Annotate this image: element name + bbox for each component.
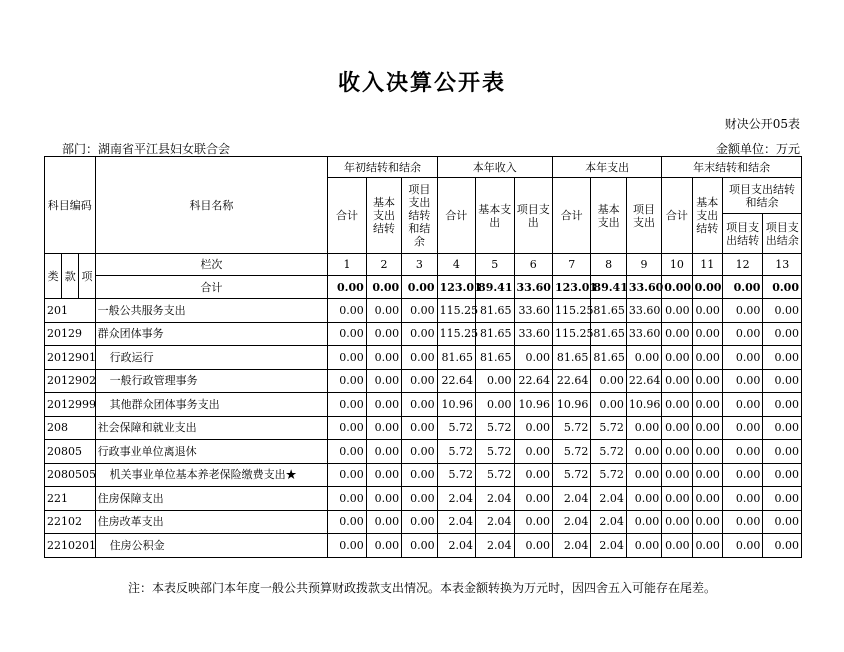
amount-cell: 2.04 bbox=[437, 534, 475, 558]
header-row-1 bbox=[45, 157, 802, 178]
subject-code: 221 bbox=[45, 487, 96, 511]
amount-cell: 0.00 bbox=[662, 322, 692, 346]
amount-cell: 0.00 bbox=[763, 534, 802, 558]
amount-cell: 0.00 bbox=[328, 393, 366, 417]
column-number: 3 bbox=[402, 254, 437, 276]
column-number: 13 bbox=[763, 254, 802, 276]
amount-cell: 0.00 bbox=[763, 299, 802, 323]
amount-cell: 0.00 bbox=[514, 416, 552, 440]
amount-cell: 5.72 bbox=[552, 463, 590, 487]
amount-cell: 0.00 bbox=[591, 369, 626, 393]
amount-cell: 22.64 bbox=[552, 369, 590, 393]
column-number: 12 bbox=[722, 254, 762, 276]
header-begin-basic: 基本支出结转 bbox=[366, 178, 401, 254]
amount-cell: 0.00 bbox=[402, 487, 437, 511]
header-end-basic: 基本支出结转 bbox=[692, 178, 722, 254]
amount-cell: 0.00 bbox=[328, 487, 366, 511]
amount-cell: 0.00 bbox=[366, 534, 401, 558]
amount-cell: 0.00 bbox=[692, 346, 722, 370]
subject-code: 201 bbox=[45, 299, 96, 323]
amount-cell: 0.00 bbox=[328, 463, 366, 487]
amount-cell: 5.72 bbox=[591, 463, 626, 487]
amount-cell: 0.00 bbox=[366, 369, 401, 393]
total-value: 123.01 bbox=[437, 276, 475, 299]
amount-cell: 81.65 bbox=[437, 346, 475, 370]
subject-code: 20129 bbox=[45, 322, 96, 346]
amount-cell: 0.00 bbox=[591, 393, 626, 417]
header-income-basic: 基本支出 bbox=[476, 178, 514, 254]
subject-name: 一般公共服务支出 bbox=[95, 299, 328, 323]
amount-cell: 0.00 bbox=[662, 393, 692, 417]
table-row bbox=[45, 463, 802, 487]
table-row bbox=[45, 440, 802, 464]
amount-cell: 5.72 bbox=[591, 416, 626, 440]
header-spend-project: 项目支出 bbox=[626, 178, 661, 254]
table-row bbox=[45, 369, 802, 393]
amount-cell: 0.00 bbox=[722, 487, 762, 511]
amount-cell: 0.00 bbox=[662, 510, 692, 534]
amount-cell: 0.00 bbox=[692, 416, 722, 440]
amount-cell: 115.25 bbox=[437, 299, 475, 323]
total-row bbox=[45, 276, 802, 299]
amount-cell: 0.00 bbox=[366, 440, 401, 464]
total-value: 0.00 bbox=[328, 276, 366, 299]
header-income-project: 项目支出 bbox=[514, 178, 552, 254]
footnote: 注：本表反映部门本年度一般公共预算财政拨款支出情况。本表金额转换为万元时，因四舍五入可能存在尾差。 bbox=[127, 581, 716, 595]
subject-code: 20805 bbox=[45, 440, 96, 464]
header-end-project-carry: 项目支出结转 bbox=[722, 214, 762, 254]
amount-cell: 0.00 bbox=[692, 369, 722, 393]
amount-cell: 0.00 bbox=[514, 463, 552, 487]
subject-name: 一般行政管理事务 bbox=[95, 369, 328, 393]
total-value: 89.41 bbox=[476, 276, 514, 299]
amount-cell: 0.00 bbox=[366, 463, 401, 487]
amount-cell: 0.00 bbox=[662, 369, 692, 393]
total-value: 89.41 bbox=[591, 276, 626, 299]
subject-name: 其他群众团体事务支出 bbox=[95, 393, 328, 417]
amount-cell: 2.04 bbox=[476, 510, 514, 534]
amount-cell: 0.00 bbox=[763, 440, 802, 464]
amount-cell: 0.00 bbox=[692, 299, 722, 323]
total-value: 33.60 bbox=[514, 276, 552, 299]
subject-code: 2012902 bbox=[45, 369, 96, 393]
amount-cell: 0.00 bbox=[763, 346, 802, 370]
amount-cell: 5.72 bbox=[437, 416, 475, 440]
amount-cell: 0.00 bbox=[514, 510, 552, 534]
amount-cell: 0.00 bbox=[722, 393, 762, 417]
amount-cell: 0.00 bbox=[514, 440, 552, 464]
table-row bbox=[45, 487, 802, 511]
amount-cell: 2.04 bbox=[552, 510, 590, 534]
department-label: 部门：湖南省平江县妇女联合会 bbox=[62, 142, 231, 156]
table-row bbox=[45, 510, 802, 534]
amount-cell: 0.00 bbox=[763, 393, 802, 417]
amount-cell: 0.00 bbox=[763, 369, 802, 393]
table-row bbox=[45, 416, 802, 440]
amount-cell: 81.65 bbox=[476, 299, 514, 323]
amount-cell: 5.72 bbox=[552, 416, 590, 440]
amount-cell: 0.00 bbox=[626, 440, 661, 464]
subject-name: 行政事业单位离退休 bbox=[95, 440, 328, 464]
amount-cell: 0.00 bbox=[763, 487, 802, 511]
amount-cell: 0.00 bbox=[722, 463, 762, 487]
header-kuan: 款 bbox=[62, 254, 79, 299]
amount-cell: 0.00 bbox=[514, 487, 552, 511]
amount-cell: 0.00 bbox=[692, 487, 722, 511]
subject-name: 行政运行 bbox=[95, 346, 328, 370]
amount-cell: 0.00 bbox=[722, 510, 762, 534]
amount-cell: 2.04 bbox=[591, 487, 626, 511]
amount-cell: 0.00 bbox=[722, 416, 762, 440]
lanci-label: 栏次 bbox=[95, 254, 328, 276]
amount-cell: 5.72 bbox=[476, 463, 514, 487]
amount-cell: 0.00 bbox=[662, 416, 692, 440]
amount-cell: 0.00 bbox=[476, 369, 514, 393]
amount-cell: 0.00 bbox=[402, 416, 437, 440]
amount-cell: 0.00 bbox=[514, 534, 552, 558]
header-code: 科目编码 bbox=[45, 157, 96, 254]
subject-code: 2210201 bbox=[45, 534, 96, 558]
amount-cell: 0.00 bbox=[626, 463, 661, 487]
amount-cell: 0.00 bbox=[328, 369, 366, 393]
header-spend-total: 合计 bbox=[552, 178, 590, 254]
amount-cell: 0.00 bbox=[692, 510, 722, 534]
amount-cell: 0.00 bbox=[402, 393, 437, 417]
amount-cell: 0.00 bbox=[366, 416, 401, 440]
amount-cell: 0.00 bbox=[763, 510, 802, 534]
amount-cell: 0.00 bbox=[328, 346, 366, 370]
amount-cell: 0.00 bbox=[763, 322, 802, 346]
amount-cell: 0.00 bbox=[366, 346, 401, 370]
amount-cell: 0.00 bbox=[366, 322, 401, 346]
total-value: 0.00 bbox=[692, 276, 722, 299]
total-value: 33.60 bbox=[626, 276, 661, 299]
amount-cell: 0.00 bbox=[692, 463, 722, 487]
total-value: 0.00 bbox=[366, 276, 401, 299]
amount-cell: 33.60 bbox=[514, 299, 552, 323]
amount-cell: 0.00 bbox=[328, 322, 366, 346]
amount-cell: 33.60 bbox=[514, 322, 552, 346]
amount-cell: 0.00 bbox=[626, 416, 661, 440]
amount-cell: 0.00 bbox=[763, 416, 802, 440]
amount-cell: 2.04 bbox=[437, 510, 475, 534]
column-number-row bbox=[45, 254, 802, 276]
amount-cell: 81.65 bbox=[591, 346, 626, 370]
amount-cell: 0.00 bbox=[514, 346, 552, 370]
header-lei: 类 bbox=[45, 254, 62, 299]
header-income-total: 合计 bbox=[437, 178, 475, 254]
column-number: 10 bbox=[662, 254, 692, 276]
header-end-project-balance: 项目支出结余 bbox=[763, 214, 802, 254]
header-xiang: 项 bbox=[79, 254, 95, 299]
amount-cell: 0.00 bbox=[328, 299, 366, 323]
amount-cell: 22.64 bbox=[437, 369, 475, 393]
amount-cell: 0.00 bbox=[662, 299, 692, 323]
amount-cell: 0.00 bbox=[626, 510, 661, 534]
amount-cell: 2.04 bbox=[552, 534, 590, 558]
amount-cell: 0.00 bbox=[328, 510, 366, 534]
column-number: 7 bbox=[552, 254, 590, 276]
header-begin-total: 合计 bbox=[328, 178, 366, 254]
page-title: 收入决算公开表 bbox=[337, 70, 506, 96]
amount-cell: 0.00 bbox=[626, 534, 661, 558]
subject-name: 住房公积金 bbox=[95, 534, 328, 558]
subject-name: 住房保障支出 bbox=[95, 487, 328, 511]
table-row bbox=[45, 534, 802, 558]
column-number: 11 bbox=[692, 254, 722, 276]
header-group-spend: 本年支出 bbox=[552, 157, 661, 178]
amount-cell: 2.04 bbox=[552, 487, 590, 511]
amount-cell: 10.96 bbox=[626, 393, 661, 417]
amount-cell: 0.00 bbox=[328, 416, 366, 440]
table-row bbox=[45, 346, 802, 370]
amount-cell: 0.00 bbox=[626, 346, 661, 370]
amount-cell: 2.04 bbox=[591, 534, 626, 558]
amount-cell: 0.00 bbox=[722, 534, 762, 558]
amount-cell: 0.00 bbox=[402, 299, 437, 323]
amount-cell: 5.72 bbox=[552, 440, 590, 464]
amount-cell: 81.65 bbox=[591, 299, 626, 323]
amount-cell: 0.00 bbox=[366, 510, 401, 534]
amount-cell: 0.00 bbox=[692, 440, 722, 464]
subject-code: 208 bbox=[45, 416, 96, 440]
subject-code: 2012901 bbox=[45, 346, 96, 370]
subject-code: 22102 bbox=[45, 510, 96, 534]
table-row bbox=[45, 299, 802, 323]
column-number: 4 bbox=[437, 254, 475, 276]
subject-name: 机关事业单位基本养老保险缴费支出★ bbox=[95, 463, 328, 487]
form-number: 财决公开05表 bbox=[724, 117, 800, 131]
total-label: 合计 bbox=[95, 276, 328, 299]
subject-name: 社会保障和就业支出 bbox=[95, 416, 328, 440]
amount-cell: 0.00 bbox=[366, 299, 401, 323]
amount-cell: 81.65 bbox=[591, 322, 626, 346]
header-name: 科目名称 bbox=[95, 157, 328, 254]
amount-cell: 33.60 bbox=[626, 322, 661, 346]
total-value: 123.01 bbox=[552, 276, 590, 299]
amount-cell: 5.72 bbox=[476, 416, 514, 440]
unit-label: 金额单位：万元 bbox=[715, 142, 800, 156]
amount-cell: 0.00 bbox=[328, 534, 366, 558]
amount-cell: 0.00 bbox=[692, 322, 722, 346]
amount-cell: 2.04 bbox=[476, 487, 514, 511]
income-final-accounts-table bbox=[44, 156, 802, 558]
header-begin-project: 项目支出结转和结余 bbox=[402, 178, 437, 254]
amount-cell: 0.00 bbox=[366, 393, 401, 417]
amount-cell: 0.00 bbox=[722, 322, 762, 346]
header-group-income: 本年收入 bbox=[437, 157, 552, 178]
amount-cell: 2.04 bbox=[476, 534, 514, 558]
amount-cell: 0.00 bbox=[692, 393, 722, 417]
amount-cell: 5.72 bbox=[437, 440, 475, 464]
amount-cell: 22.64 bbox=[626, 369, 661, 393]
amount-cell: 81.65 bbox=[476, 346, 514, 370]
amount-cell: 5.72 bbox=[476, 440, 514, 464]
header-end-project-group: 项目支出结转和结余 bbox=[722, 178, 801, 214]
amount-cell: 0.00 bbox=[722, 299, 762, 323]
amount-cell: 0.00 bbox=[722, 346, 762, 370]
header-group-begin: 年初结转和结余 bbox=[328, 157, 437, 178]
column-number: 8 bbox=[591, 254, 626, 276]
subject-name: 群众团体事务 bbox=[95, 322, 328, 346]
amount-cell: 115.25 bbox=[552, 322, 590, 346]
subject-name: 住房改革支出 bbox=[95, 510, 328, 534]
amount-cell: 33.60 bbox=[626, 299, 661, 323]
amount-cell: 10.96 bbox=[552, 393, 590, 417]
amount-cell: 5.72 bbox=[437, 463, 475, 487]
amount-cell: 0.00 bbox=[402, 322, 437, 346]
header-spend-basic: 基本支出 bbox=[591, 178, 626, 254]
column-number: 6 bbox=[514, 254, 552, 276]
amount-cell: 0.00 bbox=[662, 487, 692, 511]
amount-cell: 0.00 bbox=[662, 346, 692, 370]
subject-code: 2012999 bbox=[45, 393, 96, 417]
amount-cell: 0.00 bbox=[328, 440, 366, 464]
column-number: 5 bbox=[476, 254, 514, 276]
total-value: 0.00 bbox=[722, 276, 762, 299]
amount-cell: 2.04 bbox=[591, 510, 626, 534]
amount-cell: 0.00 bbox=[662, 463, 692, 487]
amount-cell: 0.00 bbox=[626, 487, 661, 511]
amount-cell: 0.00 bbox=[366, 487, 401, 511]
amount-cell: 10.96 bbox=[514, 393, 552, 417]
amount-cell: 0.00 bbox=[402, 440, 437, 464]
amount-cell: 2.04 bbox=[437, 487, 475, 511]
amount-cell: 0.00 bbox=[402, 369, 437, 393]
amount-cell: 115.25 bbox=[437, 322, 475, 346]
amount-cell: 0.00 bbox=[763, 463, 802, 487]
amount-cell: 22.64 bbox=[514, 369, 552, 393]
amount-cell: 115.25 bbox=[552, 299, 590, 323]
header-end-total: 合计 bbox=[662, 178, 692, 254]
total-value: 0.00 bbox=[763, 276, 802, 299]
column-number: 2 bbox=[366, 254, 401, 276]
total-value: 0.00 bbox=[662, 276, 692, 299]
amount-cell: 0.00 bbox=[402, 346, 437, 370]
amount-cell: 81.65 bbox=[552, 346, 590, 370]
subject-code: 2080505 bbox=[45, 463, 96, 487]
total-value: 0.00 bbox=[402, 276, 437, 299]
amount-cell: 5.72 bbox=[591, 440, 626, 464]
amount-cell: 0.00 bbox=[722, 440, 762, 464]
amount-cell: 0.00 bbox=[662, 534, 692, 558]
amount-cell: 0.00 bbox=[662, 440, 692, 464]
header-group-end: 年末结转和结余 bbox=[662, 157, 802, 178]
amount-cell: 0.00 bbox=[692, 534, 722, 558]
amount-cell: 10.96 bbox=[437, 393, 475, 417]
column-number: 9 bbox=[626, 254, 661, 276]
amount-cell: 0.00 bbox=[476, 393, 514, 417]
amount-cell: 0.00 bbox=[402, 463, 437, 487]
table-row bbox=[45, 393, 802, 417]
amount-cell: 0.00 bbox=[402, 534, 437, 558]
amount-cell: 81.65 bbox=[476, 322, 514, 346]
amount-cell: 0.00 bbox=[722, 369, 762, 393]
amount-cell: 0.00 bbox=[402, 510, 437, 534]
column-number: 1 bbox=[328, 254, 366, 276]
table-row bbox=[45, 322, 802, 346]
